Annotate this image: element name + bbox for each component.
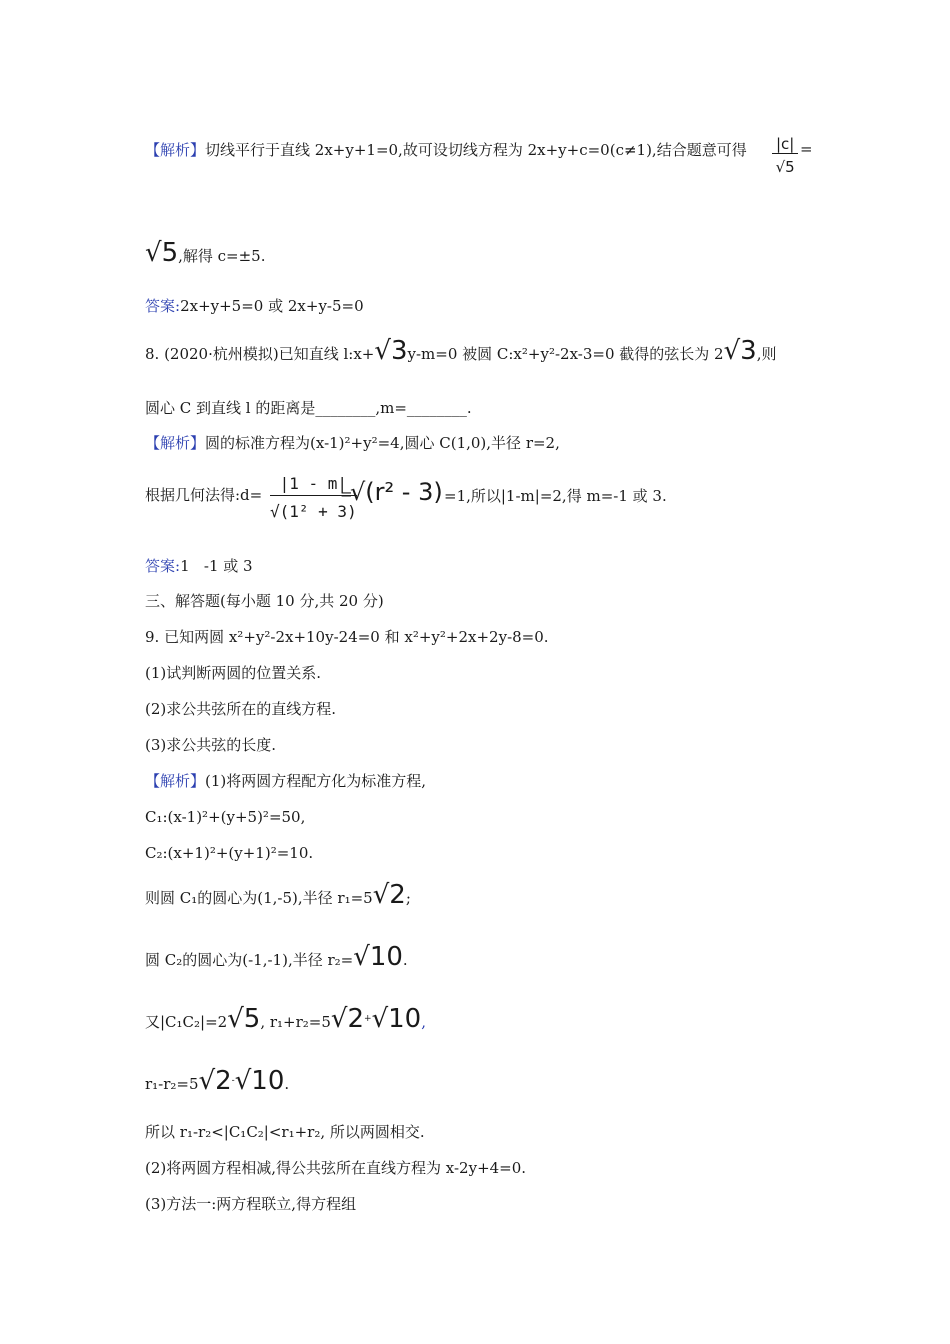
q9-part1: (1)试判断两圆的位置关系.: [145, 664, 322, 682]
q8-geo-num: |1 - m|: [270, 474, 357, 496]
q9-dist-b: , r₁+r₂=5: [260, 1013, 331, 1031]
q9-center1-b: ;: [405, 889, 411, 907]
q8-geo-den: √(1² + 3): [270, 502, 357, 521]
q9-diff: [145, 1066, 289, 1099]
q9-center1-a: 则圆 C₁的圆心为(1,-5),半径 r₁=5: [145, 889, 373, 907]
q7-answer: [145, 296, 364, 316]
q8-geo-b: =1,所以|1-m|=2,得 m=-1 或 3.: [444, 487, 667, 505]
q7-fraction: [772, 135, 798, 176]
q8-analysis: [145, 433, 560, 453]
q8-stem-b: y-m=0 被圆 C:x²+y²-2x-3=0 截得的弦长为 2: [407, 345, 724, 363]
q9-center2-a: 圆 C₂的圆心为(-1,-1),半径 r₂=: [145, 951, 354, 969]
section-heading: 三、解答题(每小题 10 分,共 20 分): [145, 592, 384, 610]
q8-geo-eq: =: [340, 485, 353, 503]
q9-c1: C₁:(x-1)²+(y+5)²=50,: [145, 808, 306, 826]
q7-answer-text: 2x+y+5=0 或 2x+y-5=0: [180, 297, 364, 315]
q9-part3: (3)求公共弦的长度.: [145, 736, 277, 754]
q8-stem-line2: 圆心 C 到直线 l 的距离是________,m=________.: [145, 399, 472, 417]
q9-conclude: 所以 r₁-r₂<|C₁C₂|<r₁+r₂, 所以两圆相交.: [145, 1123, 425, 1141]
q9-diff-sqrt2: √10: [234, 1066, 285, 1096]
q9-diff-b: .: [284, 1075, 290, 1093]
q7-analysis-text: 切线平行于直线 2x+y+1=0,故可设切线方程为 2x+y+c=0(c≠1),结合题意可得: [205, 141, 747, 159]
q7-analysis-line: [145, 140, 747, 160]
q9-center2-sqrt: √10: [353, 942, 403, 972]
q9-diff-sqrt: √2: [198, 1066, 232, 1096]
q8-stem-sqrt: √3: [374, 336, 408, 366]
q8-geo-sqrt: √(r² - 3): [350, 478, 443, 506]
q9-c2: C₂:(x+1)²+(y+1)²=10.: [145, 844, 314, 862]
q9-dist-plus: +: [364, 1014, 372, 1024]
q9-dist-c: ,: [421, 1013, 426, 1031]
q9-diff-minus: -: [231, 1076, 235, 1086]
q7-cont-text: ,解得 c=±5.: [178, 247, 266, 265]
q9-analysis-text: (1)将两圆方程配方化为标准方程,: [205, 772, 427, 790]
q7-frac-den: √5: [775, 158, 795, 176]
q7-frac-eq: =: [800, 140, 813, 158]
q8-stem-c: ,则: [756, 345, 777, 363]
q9-dist-sqrt3: √10: [371, 1004, 422, 1034]
q8-geo-a: 根据几何法得:d=: [145, 486, 263, 504]
q9-center1-sqrt: √2: [372, 880, 406, 910]
analysis-tag: 【解析】: [145, 434, 206, 452]
answer-label: 答案:: [145, 297, 181, 315]
q9-dist-sqrt: √5: [227, 1004, 261, 1034]
q9-dist-a: 又|C₁C₂|=2: [145, 1013, 228, 1031]
analysis-tag: 【解析】: [145, 141, 206, 159]
q9-part3-solution: (3)方法一:两方程联立,得方程组: [145, 1195, 357, 1213]
q8-answer: [145, 556, 253, 576]
q9-dist: [145, 1004, 426, 1037]
q8-stem-sqrt2: √3: [723, 336, 757, 366]
q9-part2-solution: (2)将两圆方程相减,得公共弦所在直线方程为 x-2y+4=0.: [145, 1159, 527, 1177]
q8-stem: [145, 336, 776, 369]
q9-part2: (2)求公共弦所在的直线方程.: [145, 700, 337, 718]
q9-center2-b: .: [402, 951, 408, 969]
answer-label: 答案:: [145, 557, 181, 575]
q8-stem-a: 8. (2020·杭州模拟)已知直线 l:x+: [145, 345, 375, 363]
q9-analysis: [145, 771, 426, 791]
q9-stem: 9. 已知两圆 x²+y²-2x+10y-24=0 和 x²+y²+2x+2y-8=0.: [145, 628, 549, 646]
analysis-tag: 【解析】: [145, 772, 206, 790]
q9-diff-a: r₁-r₂=5: [145, 1075, 199, 1093]
q8-analysis-text: 圆的标准方程为(x-1)²+y²=4,圆心 C(1,0),半径 r=2,: [205, 434, 560, 452]
q7-cont-line: [145, 238, 266, 271]
q9-dist-sqrt2: √2: [330, 1004, 365, 1034]
q7-cont-sqrt: √5: [145, 238, 179, 268]
q9-center1: [145, 880, 411, 913]
q8-answer-text: 1 -1 或 3: [180, 557, 253, 575]
q7-frac-num: |c|: [772, 135, 798, 154]
q9-center2: [145, 942, 408, 975]
